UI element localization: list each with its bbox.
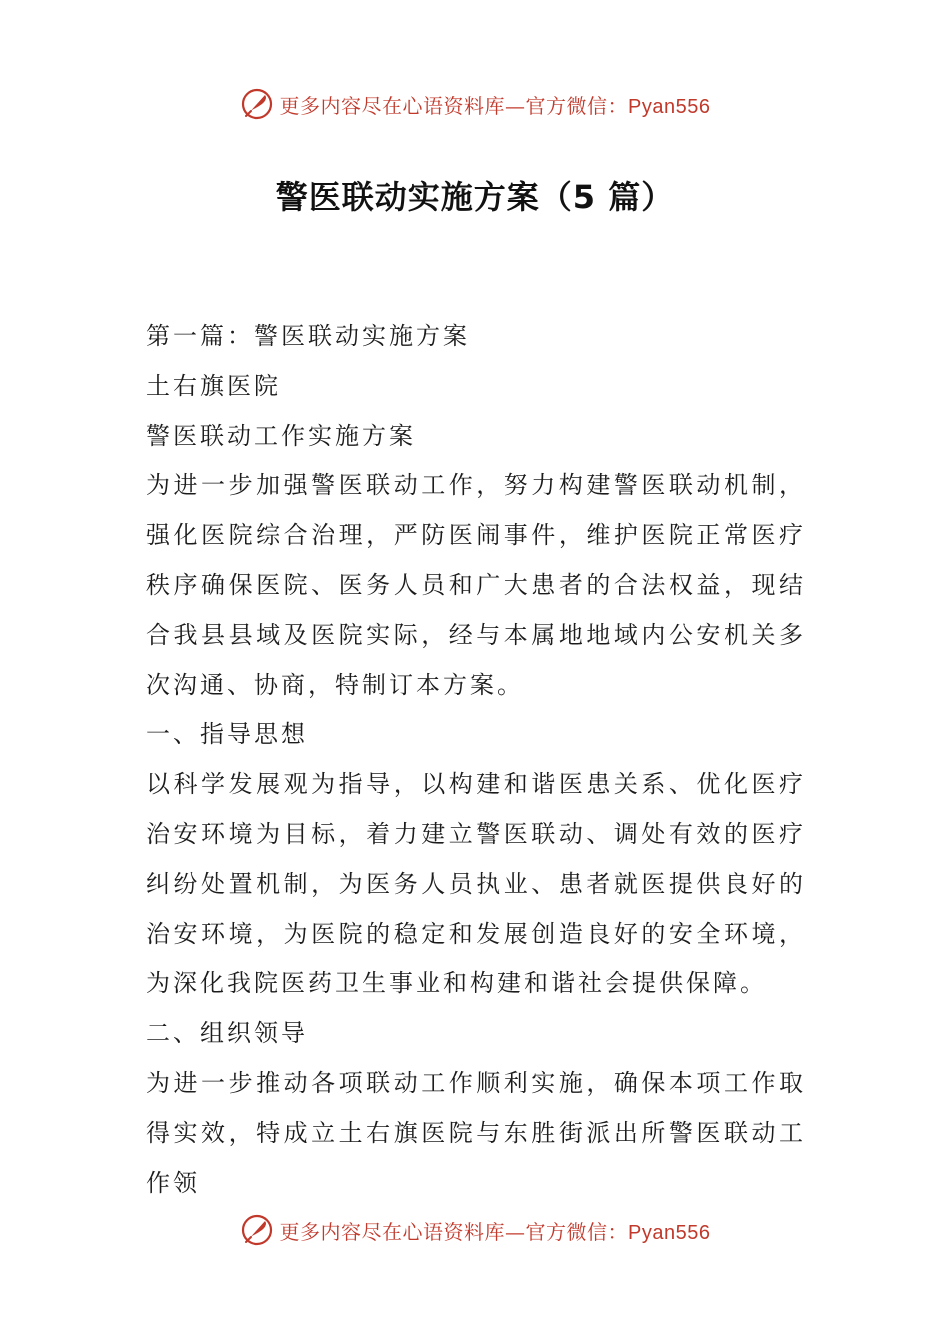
banner-text bbox=[280, 90, 711, 119]
section-heading: 二、组织领导 bbox=[146, 1019, 308, 1048]
document-title: 警医联动实施方案（5 篇） bbox=[275, 178, 675, 216]
plan-subtitle: 警医联动工作实施方案 bbox=[146, 421, 416, 450]
body-paragraph: 为进一步加强警医联动工作，努力构建警医联动机制，强化医院综合治理，严防医闹事件，维护医院正常医疗秩序确保医院、医务人员和广大患者的合法权益，现结合我县县域及医院实际，经与本属地地域内公安机关多次沟通、协商，特制订本方案。 bbox=[146, 471, 806, 699]
feather-pen-logo-icon bbox=[240, 1213, 274, 1247]
banner-text bbox=[280, 1216, 711, 1245]
feather-pen-logo-icon bbox=[240, 87, 274, 121]
body-paragraph: 为进一步推动各项联动工作顺利实施，确保本项工作取得实效，特成立土右旗医院与东胜街派出所警医联动工作领 bbox=[146, 1068, 806, 1197]
banner-contact: Pyan556 bbox=[628, 95, 711, 118]
body-paragraph: 以科学发展观为指导，以构建和谐医患关系、优化医疗治安环境为目标，着力建立警医联动、调处有效的医疗纠纷处置机制，为医务人员执业、患者就医提供良好的治安环境，为医院的稳定和发展创造良好的安全环境，为深化我院医药卫生事业和构建和谐社会提供保障。 bbox=[146, 770, 806, 998]
section-heading: 第一篇：警医联动实施方案 bbox=[146, 322, 470, 350]
banner-contact: Pyan556 bbox=[628, 1221, 711, 1244]
section-heading: 一、指导思想 bbox=[146, 720, 308, 749]
banner-slogan: 更多内容尽在心语资料库—官方微信： bbox=[279, 93, 629, 118]
organization-name: 土右旗医院 bbox=[146, 371, 281, 400]
document-body bbox=[146, 312, 806, 1208]
header-banner bbox=[0, 82, 950, 126]
footer-banner bbox=[0, 1208, 950, 1252]
banner-slogan: 更多内容尽在心语资料库—官方微信： bbox=[279, 1219, 629, 1244]
